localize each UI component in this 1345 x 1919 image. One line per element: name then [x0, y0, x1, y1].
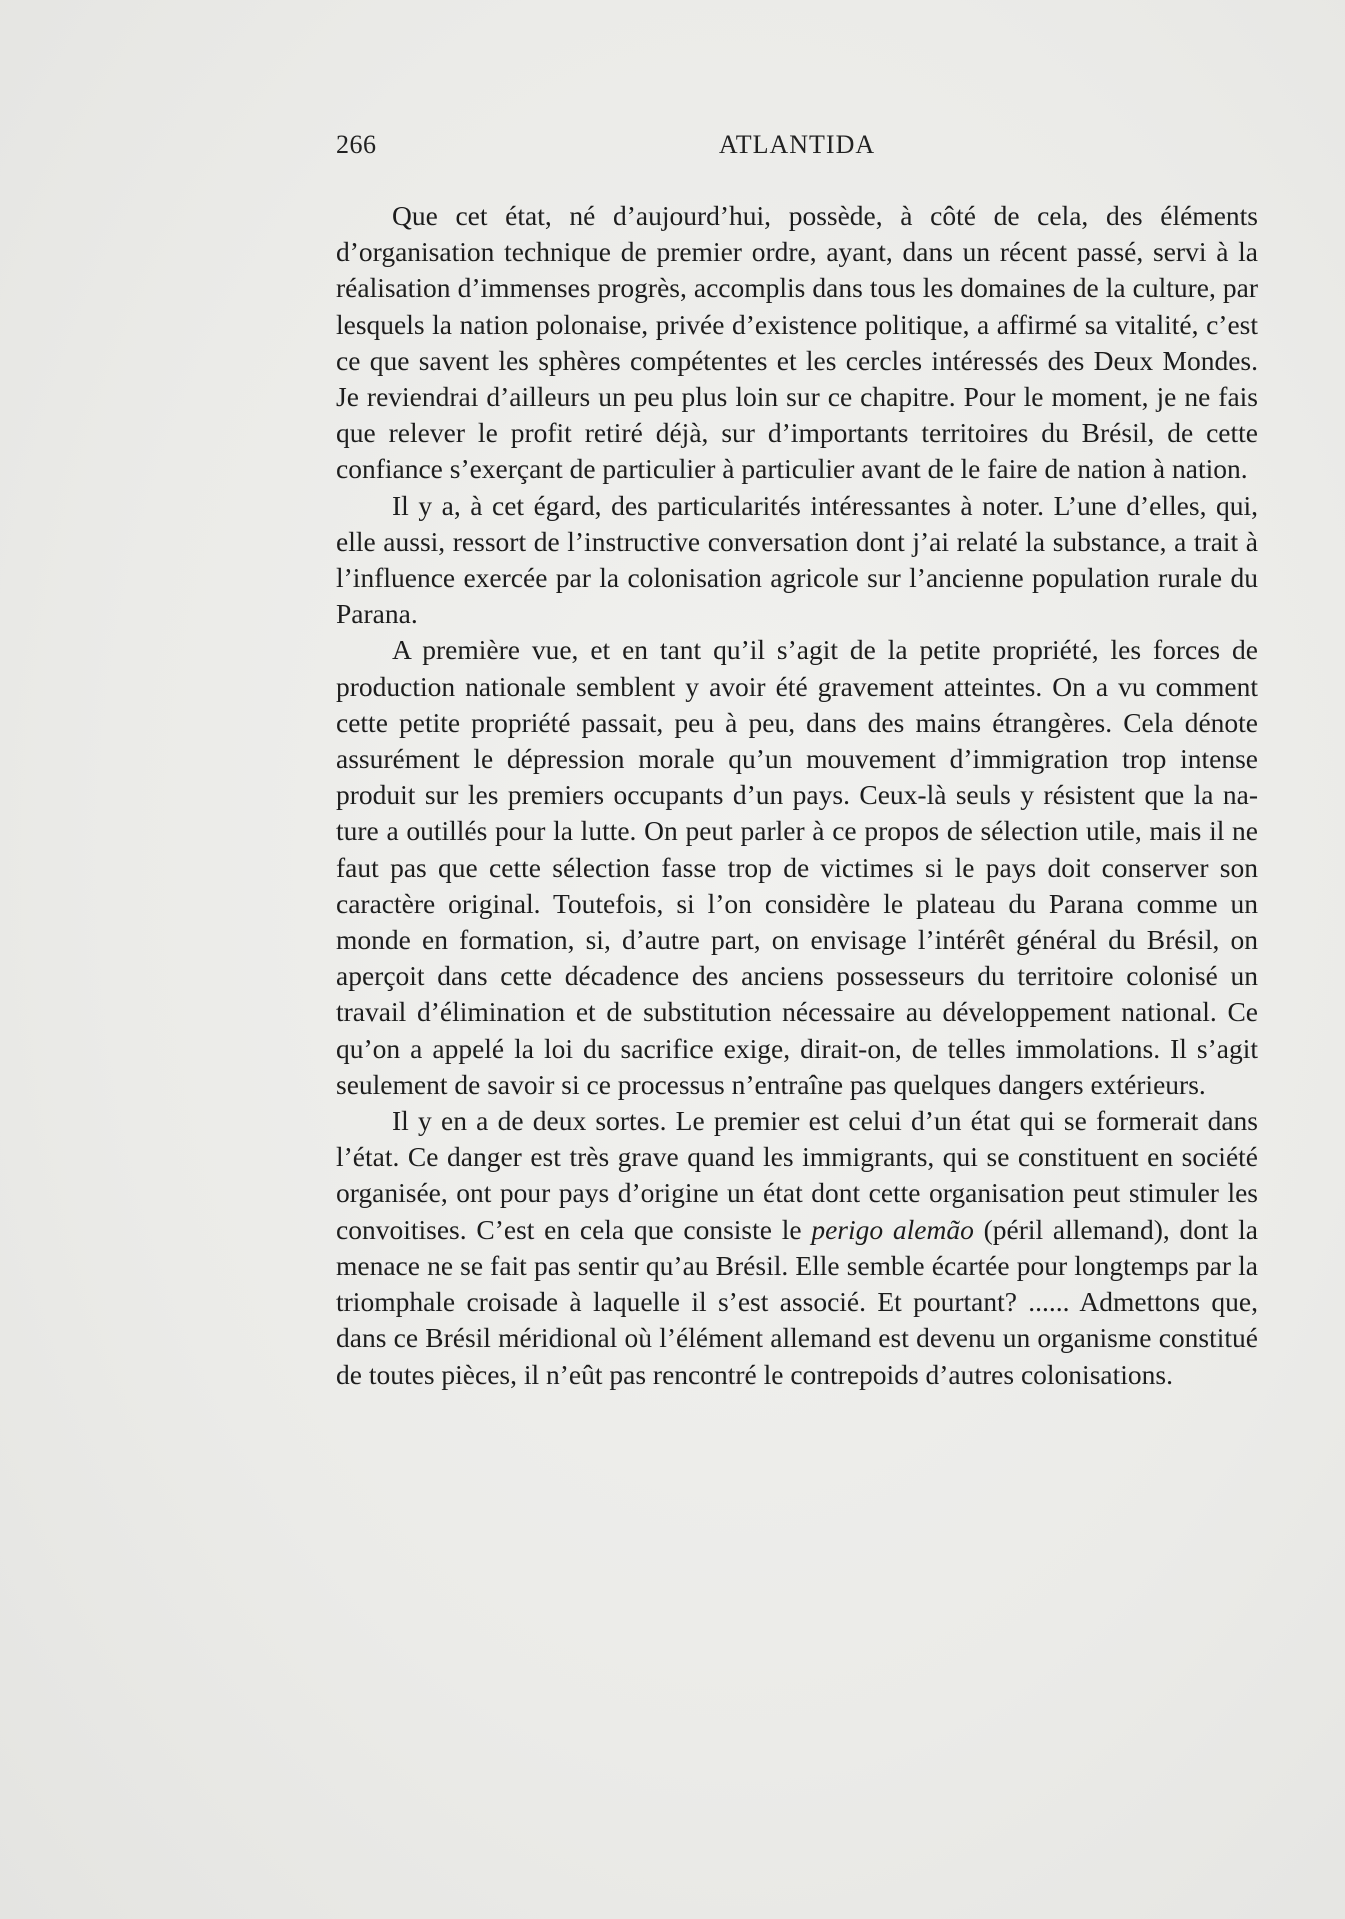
paragraph-2: Il y a, à cet égard, des particularités intéressantes à noter. L’une d’elles, qui, elle aussi, ressort de l’instructive conversation dont j’ai relaté la substance, a trait à l’influence exercée par la colonisation agricole sur l’ancienne population rurale du Parana. [336, 489, 1258, 630]
italic-phrase: perigo alemão [811, 1213, 974, 1245]
paragraph-1: Que cet état, né d’aujourd’hui, possède, à côté de cela, des éléments d’organisation technique de premier ordre, ayant, dans un récent passé, servi à la réalisation d’immenses progrès, accomplis dans tous les domaines de la culture, par lesquels la nation polonaise, privée d’existence politique, a affirmé sa vitalité, c’est ce que savent les sphères compétentes et les cercles intéressés des Deux Mondes. Je reviendrai d’ailleurs un peu plus loin sur ce chapitre. Pour le moment, je ne fais que relever le profit retiré déjà, sur d’importants territoires du Brésil, de cette confiance s’exerçant de particulier à particulier avant de le faire de nation à nation. [336, 200, 1258, 485]
paragraph-4-text-before: Il y en a de deux sortes. Le premier est celui d’un état qui se formerait dans l’état. Ce danger est très grave quand les immigrants, qui se constituent en société organisée, ont pour pays d’origine un état dont cette organisation peut stimuler les convoitises. C’est en cela que consiste le [336, 1105, 1258, 1245]
running-title: ATLANTIDA [718, 130, 876, 159]
paragraph-3: A première vue, et en tant qu’il s’agit de la petite propriété, les forces de production nationale semblent y avoir été gravement atteintes. On a vu comment cette petite propriété passait, peu à peu, dans des mains étrangères. Cela dénote assurément le dépression morale qu’un mouvement d’immigration trop intense produit sur les premiers occupants d’un pays. Ceux-là seuls y résistent que la nature a outillés pour la lutte. On peut parler à ce propos de sélection utile, mais il ne faut pas que cette sélection fasse trop de victimes si le pays doit conserver son caractère original. Toutefois, si l’on considère le plateau du Parana comme un monde en formation, si, d’autre part, on envisage l’intérêt général du Brésil, on aperçoit dans cette décadence des anciens possesseurs du territoire colonisé un travail d’élimination et de substitution nécessaire au développement national. Ce qu’on a appelé la loi du sacrifice exige, dirait-on, de telles immolations. Il s’agit seulement de savoir si ce processus n’entraîne pas quelques dangers extérieurs. [336, 634, 1258, 1100]
paragraph-4 [336, 1103, 1258, 1393]
body-text [336, 198, 1258, 1393]
paragraph-4-text-after: (péril allemand), dont la menace ne se fait pas sentir qu’au Brésil. Elle semble écartée pour longtemps par la triomphale croisade à laquelle il s’est associé. Et pourtant? ...... Admettons que, dans ce Brésil méridional où l’élément allemand est devenu un organisme constitué de toutes pièces, il n’eût pas rencontré le contrepoids d’autres colonisations. [336, 1213, 1258, 1390]
page-header [336, 130, 1258, 166]
page-number: 266 [336, 130, 377, 159]
